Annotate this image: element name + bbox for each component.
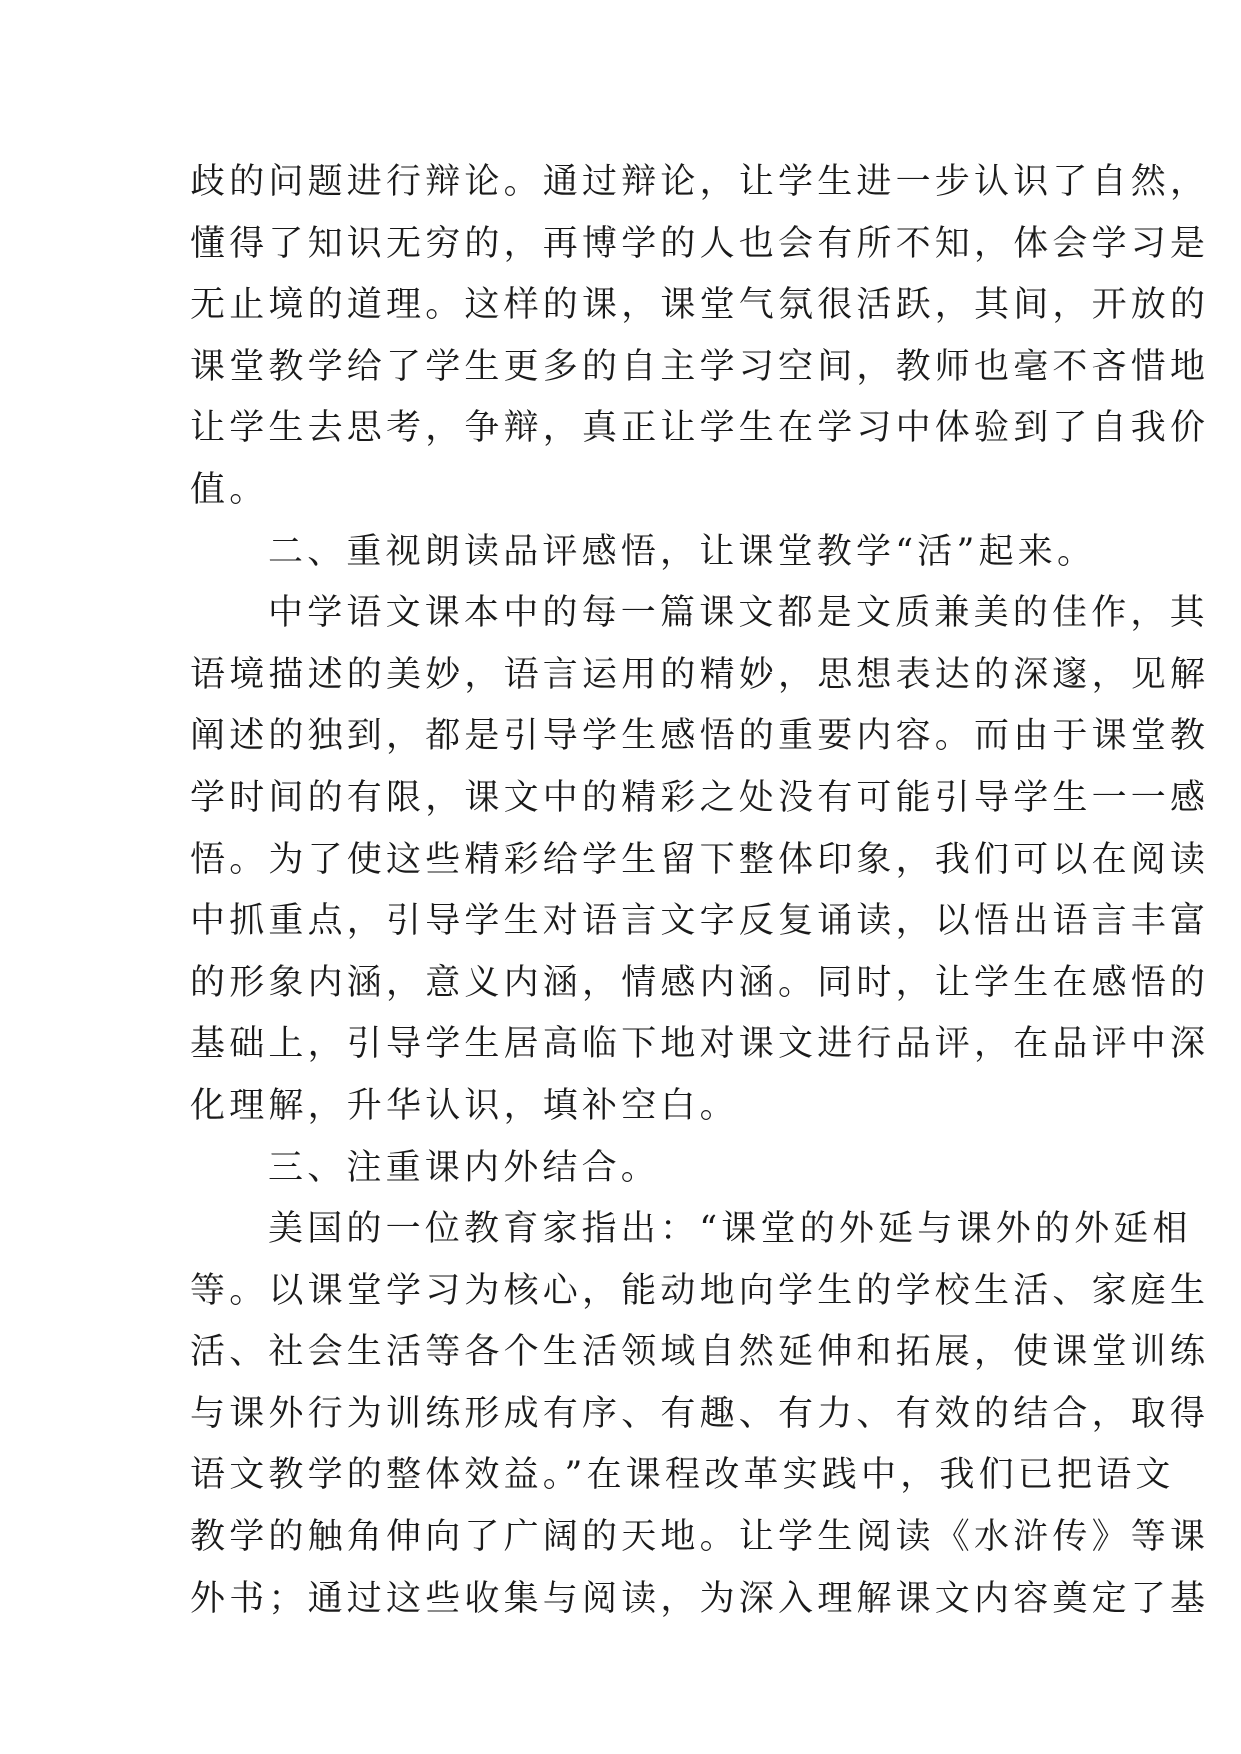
text-line: 中抓重点，引导学生对语言文字反复诵读，以悟出语言丰富 (190, 901, 1210, 942)
section-heading-2: 二、重视朗读品评感悟，让课堂教学“活”起来。 (268, 531, 1097, 572)
text-line: 懂得了知识无穷的，再博学的人也会有所不知，体会学习是 (190, 223, 1210, 264)
text-line: 活、社会生活等各个生活领域自然延伸和拓展，使课堂训练 (190, 1332, 1210, 1373)
body-text (190, 152, 1210, 1630)
text-line: 课堂教学给了学生更多的自主学习空间，教师也毫不吝惜地 (190, 346, 1210, 387)
text-line: 阐述的独到，都是引导学生感悟的重要内容。而由于课堂教 (190, 716, 1210, 757)
paragraph-start: 美国的一位教育家指出：“课堂的外延与课外的外延相 (268, 1209, 1192, 1250)
paragraph-start: 中学语文课本中的每一篇课文都是文质兼美的佳作，其 (268, 593, 1209, 634)
text-line: 教学的触角伸向了广阔的天地。让学生阅读《水浒传》等课 (190, 1517, 1210, 1558)
text-line: 基础上，引导学生居高临下地对课文进行品评，在品评中深 (190, 1024, 1210, 1065)
text-line: 语文教学的整体效益。”在课程改革实践中，我们已把语文 (190, 1455, 1175, 1496)
text-line: 的形象内涵，意义内涵，情感内涵。同时，让学生在感悟的 (190, 962, 1210, 1003)
text-line: 等。以课堂学习为核心，能动地向学生的学校生活、家庭生 (190, 1270, 1210, 1311)
text-line: 值。 (190, 469, 269, 510)
text-line: 与课外行为训练形成有序、有趣、有力、有效的结合，取得 (190, 1393, 1210, 1434)
text-line: 化理解，升华认识，填补空白。 (190, 1085, 739, 1126)
text-line: 让学生去思考，争辩，真正让学生在学习中体验到了自我价 (190, 408, 1210, 449)
text-line: 外书；通过这些收集与阅读，为深入理解课文内容奠定了基 (190, 1578, 1210, 1619)
text-line: 悟。为了使这些精彩给学生留下整体印象，我们可以在阅读 (190, 839, 1210, 880)
text-line: 学时间的有限，课文中的精彩之处没有可能引导学生一一感 (190, 777, 1210, 818)
text-line: 歧的问题进行辩论。通过辩论，让学生进一步认识了自然， (190, 162, 1210, 202)
text-line: 无止境的道理。这样的课，课堂气氛很活跃，其间，开放的 (190, 285, 1210, 326)
section-heading-3: 三、注重课内外结合。 (268, 1147, 661, 1188)
text-line: 语境描述的美妙，语言运用的精妙，思想表达的深邃，见解 (190, 654, 1210, 695)
